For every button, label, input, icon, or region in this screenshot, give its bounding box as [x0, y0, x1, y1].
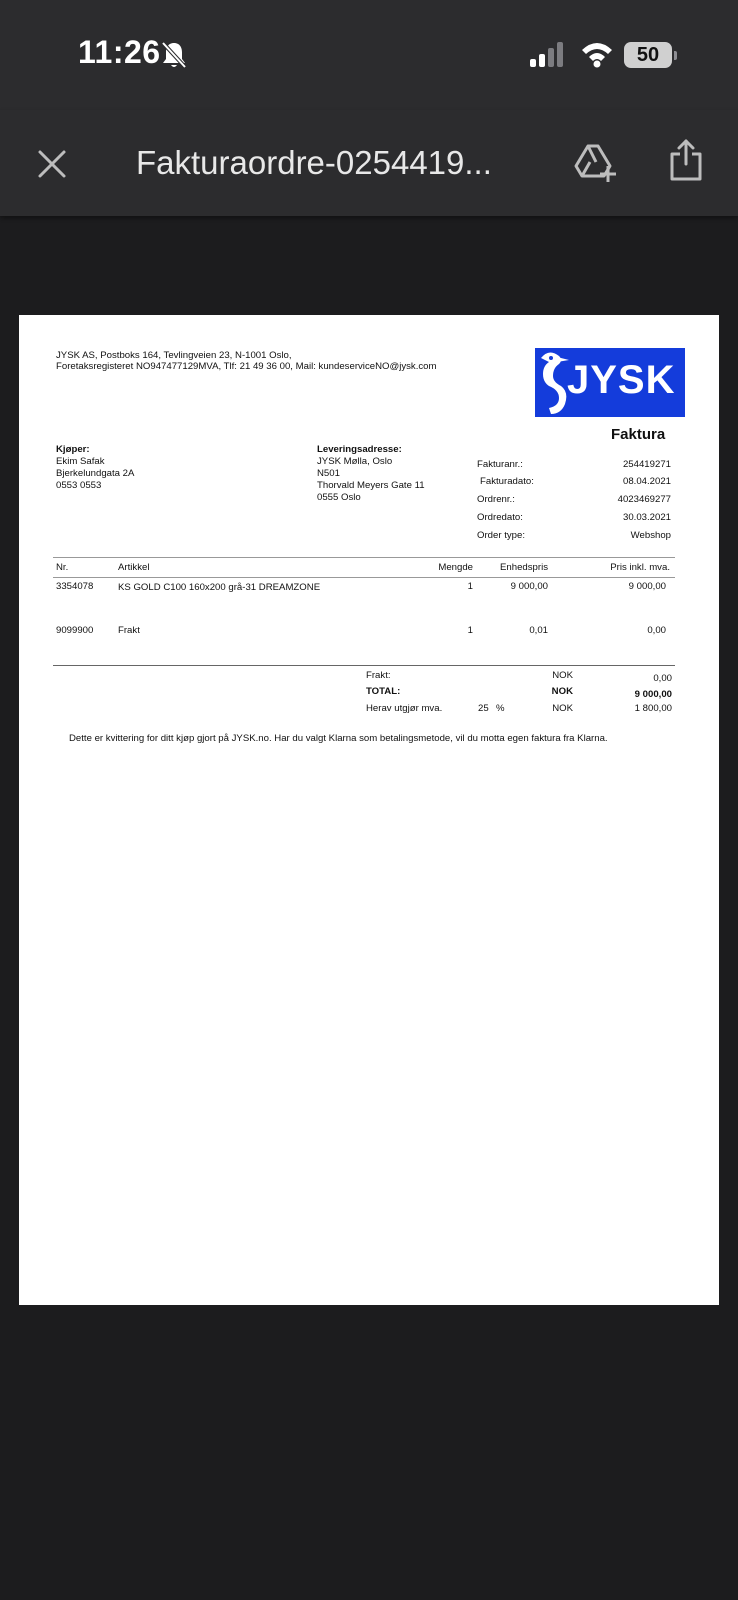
table-top-rule [53, 557, 675, 558]
col-header-price-incl: Pris inkl. mva. [610, 562, 670, 573]
col-header-qty: Mengde [438, 562, 473, 573]
battery-icon [624, 42, 672, 68]
vat-value: 1 800,00 [634, 703, 672, 714]
table-bottom-rule [53, 665, 675, 666]
drive-add-icon[interactable] [574, 142, 618, 184]
delivery-line-1: JYSK Mølla, Oslo [317, 456, 393, 467]
row-article: KS GOLD C100 160x200 grå-31 DREAMZONE [118, 582, 321, 593]
company-line-1: JYSK AS, Postboks 164, Tevlingveien 23, N-1001 Oslo, [56, 350, 292, 361]
order-date-value: 30.03.2021 [622, 512, 671, 523]
row-nr: 3354078 [56, 581, 94, 592]
invoice-date-label: Fakturadato: [480, 476, 534, 487]
invoice-number-label: Fakturanr.: [477, 459, 523, 470]
row-nr: 9099900 [56, 625, 94, 636]
vat-currency: NOK [552, 703, 573, 714]
buyer-street: Bjerkelundgata 2A [56, 468, 135, 479]
status-bar [0, 0, 738, 110]
freight-label: Frakt: [366, 670, 391, 681]
total-label: TOTAL: [366, 686, 401, 697]
table-header-rule [53, 577, 675, 578]
delivery-line-4: 0555 Oslo [317, 492, 361, 503]
jysk-logo [535, 348, 685, 417]
invoice-heading: Faktura [611, 426, 666, 443]
wifi-icon [580, 40, 614, 68]
row-qty: 1 [467, 581, 473, 592]
order-type-value: Webshop [630, 530, 671, 541]
vat-label: Herav utgjør mva. [366, 703, 443, 714]
total-currency: NOK [551, 686, 573, 697]
order-number-value: 4023469277 [617, 494, 671, 505]
total-value: 9 000,00 [634, 689, 672, 700]
invoice-date-value: 08.04.2021 [622, 476, 671, 487]
logo-text: JYSK [567, 358, 676, 402]
buyer-postal: 0553 0553 [56, 480, 102, 491]
row-price-incl: 9 000,00 [628, 581, 666, 592]
clock: 11:26 [78, 34, 161, 70]
cellular-signal-icon [528, 42, 568, 68]
row-qty: 1 [467, 625, 473, 636]
invoice-number-value: 254419271 [622, 459, 671, 470]
row-unit-price: 9 000,00 [510, 581, 548, 592]
vat-rate: 25 [478, 703, 489, 714]
battery-nub [674, 51, 677, 60]
order-number-label: Ordrenr.: [477, 494, 515, 505]
company-line-2: Foretaksregisteret NO947477129MVA, Tlf: 21 49 36 00, Mail: kundeserviceNO@jysk.com [56, 361, 437, 372]
delivery-label: Leveringsadresse: [317, 444, 402, 455]
battery-level: 50 [636, 43, 660, 66]
row-price-incl: 0,00 [647, 625, 666, 636]
vat-percent-sign: % [496, 703, 505, 714]
row-unit-price: 0,01 [529, 625, 548, 636]
document-title: Fakturaordre-0254419... [136, 144, 492, 181]
invoice-page [19, 315, 719, 1305]
buyer-name: Ekim Safak [56, 456, 105, 467]
row-article: Frakt [118, 625, 140, 636]
close-icon[interactable] [34, 146, 70, 182]
col-header-article: Artikkel [118, 562, 150, 573]
bell-slash-icon [160, 40, 188, 70]
col-header-nr: Nr. [56, 562, 69, 573]
buyer-label: Kjøper: [56, 444, 90, 455]
order-type-label: Order type: [477, 530, 525, 541]
share-icon[interactable] [668, 138, 704, 182]
freight-value: 0,00 [653, 673, 672, 684]
viewer-toolbar [0, 110, 738, 216]
col-header-unit-price: Enhedspris [500, 562, 548, 573]
footer-note: Dette er kvittering for ditt kjøp gjort på JYSK.no. Har du valgt Klarna som betalingsmetode, vil du motta egen faktura fra Klarna. [69, 733, 608, 744]
order-date-label: Ordredato: [477, 512, 523, 523]
freight-currency: NOK [552, 670, 573, 681]
delivery-line-3: Thorvald Meyers Gate 11 [317, 480, 425, 491]
delivery-line-2: N501 [317, 468, 340, 479]
